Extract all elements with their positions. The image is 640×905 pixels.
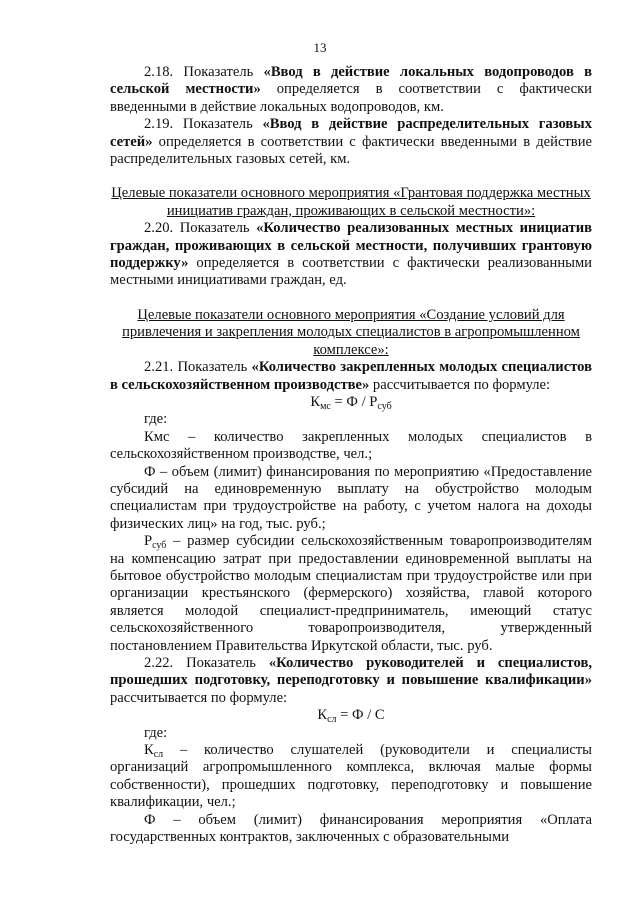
paragraph-2-19 [110, 116, 592, 168]
paragraph-text: рассчитывается по формуле: [110, 689, 288, 706]
where-label: где: [144, 724, 168, 741]
formula-kms [110, 394, 592, 411]
indicator-name: «Количество реализованных местных инициатив граждан, проживающих в сельской местности, получивших грантовую поддержку» [110, 220, 592, 272]
item-number: 2.22. Показатель [144, 655, 269, 671]
section-heading-grant-support: Целевые показатели основного мероприятия «Грантовая поддержка местных инициатив граждан, проживающих в сельской местности»: [111, 185, 591, 219]
paragraph-text: – количество слушателей (руководители и специалисты организаций агропромышленного комплекса, включая малые формы собственности), прошедших подготовку, переподготовку и повышение квалификации, чел.; [110, 742, 592, 811]
formula-ksl [110, 707, 592, 724]
definition-f-subsidy: Ф – объем (лимит) финансирования по мероприятию «Предоставление субсидий на единовременную выплату на обустройство молодым специалистам при трудоустройстве на работу, с учетом налога на доходы физических лиц» на год, тыс. руб.; [110, 463, 592, 532]
definition-f-training: Ф – объем (лимит) финансирования мероприятия «Оплата государственных контрактов, заключенных с образовательными [110, 811, 592, 846]
formula-expression: = Ф / Р [330, 393, 378, 410]
formula-subscript: мс [320, 400, 331, 412]
formula-expression: = Ф / С [336, 707, 385, 724]
paragraph-text: определяется в соответствии с фактически введенными в действие распределительных газовых сетей, км. [110, 133, 592, 168]
paragraph-2-18 [110, 64, 592, 116]
definition-psub [110, 533, 592, 655]
item-number: 2.19. Показатель [144, 116, 263, 133]
formula-symbol: Р [144, 533, 153, 550]
indicator-name: «Ввод в действие распределительных газовых сетей» [110, 116, 592, 150]
formula-subscript: суб [152, 540, 167, 552]
indicator-name: «Ввод в действие локальных водопроводов в сельской местности» [110, 64, 592, 98]
spacer [110, 168, 592, 185]
page-number: 13 [313, 40, 327, 55]
paragraph-text: определяется в соответствии с фактически реализованными местными инициативами граждан, ед. [110, 255, 592, 289]
paragraph-text: рассчитывается по формуле: [369, 376, 551, 393]
formula-subscript: суб [377, 400, 392, 412]
definition-kms: Кмс – количество закрепленных молодых специалистов в сельскохозяйственном производстве, чел.; [110, 428, 592, 463]
formula-subscript: сл [327, 714, 337, 726]
indicator-name: «Количество руководителей и специалистов, прошедших подготовку, переподготовку и повышение квалификации» [110, 655, 592, 689]
indicator-name: «Количество закрепленных молодых специалистов в сельскохозяйственном производстве» [110, 359, 592, 393]
item-number: 2.18. Показатель [144, 64, 264, 80]
definition-ksl [110, 742, 592, 812]
item-number: 2.21. Показатель [144, 359, 252, 376]
paragraph-text: – размер субсидии сельскохозяйственным товаропроизводителям на компенсацию затрат при предоставлении единовременной выплаты на бытовое обустройство молодым специалистам при трудоустройстве или при организации крестьянского (фермерского) хозяйства, главой которого является молодой специалист-предприниматель, имеющий статус сельскохозяйственного товаропроизводителя, утвержденный постановлением Правительства Иркутской области, тыс. руб. [110, 533, 592, 654]
section-heading-young-specialists: Целевые показатели основного мероприятия «Создание условий для привлечения и закрепления молодых специалистов в агропромышленном комплексе»: [122, 306, 580, 358]
formula-symbol: К [144, 742, 154, 759]
formula-symbol: К [310, 393, 321, 410]
page-content [110, 64, 592, 846]
paragraph-2-20 [110, 220, 592, 290]
formula-symbol: К [317, 707, 328, 724]
where-label: где: [144, 411, 168, 428]
spacer [110, 290, 592, 307]
paragraph-2-21 [110, 359, 592, 394]
item-number: 2.20. Показатель [144, 220, 257, 237]
formula-subscript: сл [153, 749, 164, 761]
paragraph-2-22 [110, 655, 592, 707]
paragraph-text: определяется в соответствии с фактически введенными в действие локальных водопроводов, км. [110, 81, 592, 115]
